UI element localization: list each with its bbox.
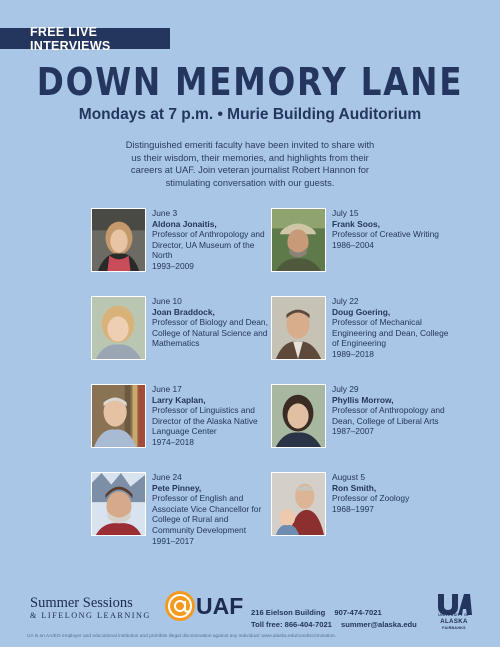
speaker-name: Aldona Jonaitis,: [152, 218, 217, 229]
speaker-photo: [271, 472, 326, 536]
speaker-years: 1991–2017: [152, 535, 194, 546]
speaker-photo: [91, 384, 146, 448]
speaker-title: Professor of Mechanical Engineering and Dean, College of Engineering: [332, 317, 449, 349]
speaker-date: June 24: [152, 472, 182, 482]
disclaimer: UA is an AA/EO employer and educational institution and prohibits illegal discrimination against any individual: www.alaska.edu/nondiscrimination.: [27, 634, 337, 639]
speaker-card-pinney: [91, 472, 291, 546]
speaker-photo: [271, 296, 326, 360]
speaker-photo: [271, 384, 326, 448]
speaker-title: Professor of Anthropology and Dean, College of Liberal Arts: [332, 405, 445, 426]
speaker-card-soos: [271, 208, 471, 278]
speaker-years: 1989–2018: [332, 348, 374, 359]
speaker-date: August 5: [332, 472, 366, 482]
speaker-card-jonaitis: [91, 208, 291, 278]
contact-address: 216 Eielson Building: [251, 608, 326, 617]
logo-lifelong-learning: & LIFELONG LEARNING: [30, 611, 151, 620]
speaker-title: Professor of Biology and Dean, College of Natural Science and Mathematics: [152, 317, 268, 349]
contact-info: [251, 607, 424, 630]
speaker-title: Professor of English and Associate Vice Chancellor for College of Rural and Community Development: [152, 493, 262, 535]
page-title: DOWN MEMORY LANE: [36, 60, 464, 104]
speaker-photo: [91, 208, 146, 272]
speaker-photo: [271, 208, 326, 272]
speaker-years: 1986–2004: [332, 239, 374, 250]
contact-email[interactable]: summer@alaska.edu: [341, 619, 417, 629]
speaker-date: June 17: [152, 384, 182, 394]
speaker-date: June 3: [152, 208, 178, 218]
at-sign-icon: [163, 589, 197, 623]
speaker-photo: [91, 296, 146, 360]
speaker-years: 1987–2007: [332, 426, 374, 437]
speaker-name: Joan Braddock,: [152, 306, 215, 317]
speaker-photo: [91, 472, 146, 536]
speaker-name: Doug Goering,: [332, 306, 391, 317]
speaker-date: July 29: [332, 384, 359, 394]
speaker-card-morrow: [271, 384, 471, 454]
uaf-logo-text: [430, 612, 478, 632]
speaker-name: Frank Soos,: [332, 218, 380, 229]
intro-paragraph: Distinguished emeriti faculty have been invited to share with us their wisdom, their memories, and highlights from their careers at UAF. Join veteran journalist Robert Hannon for stimulating conversation with our guests.: [125, 139, 375, 188]
speaker-years: 1974–2018: [152, 436, 194, 447]
speaker-name: Pete Pinney,: [152, 482, 202, 493]
speaker-name: Phyllis Morrow,: [332, 394, 394, 405]
speaker-date: June 10: [152, 296, 182, 306]
speaker-title: Professor of Linguistics and Director of the Alaska Native Language Center: [152, 405, 258, 437]
speaker-years: 1968–1997: [332, 503, 374, 514]
logo-summer-sessions: Summer Sessions: [30, 595, 133, 611]
speaker-title: Professor of Creative Writing: [332, 229, 439, 240]
speaker-card-kaplan: [91, 384, 291, 454]
speaker-card-smith: [271, 472, 471, 542]
contact-tollfree: Toll free: 866-404-7021: [251, 619, 332, 629]
uaf-logo-line2: ALASKA: [440, 618, 468, 625]
speaker-title: Professor of Zoology: [332, 493, 410, 504]
uaf-logo-line3: FAIRBANKS: [442, 626, 466, 630]
speaker-name: Ron Smith,: [332, 482, 377, 493]
speaker-date: July 15: [332, 208, 359, 218]
speaker-name: Larry Kaplan,: [152, 394, 206, 405]
logo-uaf: UAF: [196, 593, 244, 619]
speaker-years: 1993–2009: [152, 260, 194, 271]
speaker-title: Professor of Anthropology and Director, UA Museum of the North: [152, 229, 265, 261]
speaker-card-goering: [271, 296, 471, 366]
summer-sessions-logo: [30, 593, 245, 625]
event-subtitle: Mondays at 7 p.m. • Murie Building Auditorium: [78, 106, 422, 123]
uaf-logo-line1: UNIVERSITY OF: [438, 613, 470, 617]
speaker-date: July 22: [332, 296, 359, 306]
speaker-card-braddock: [91, 296, 291, 366]
event-tag: FREE LIVE INTERVIEWS: [0, 28, 170, 49]
contact-phone: 907-474-7021: [334, 608, 382, 617]
